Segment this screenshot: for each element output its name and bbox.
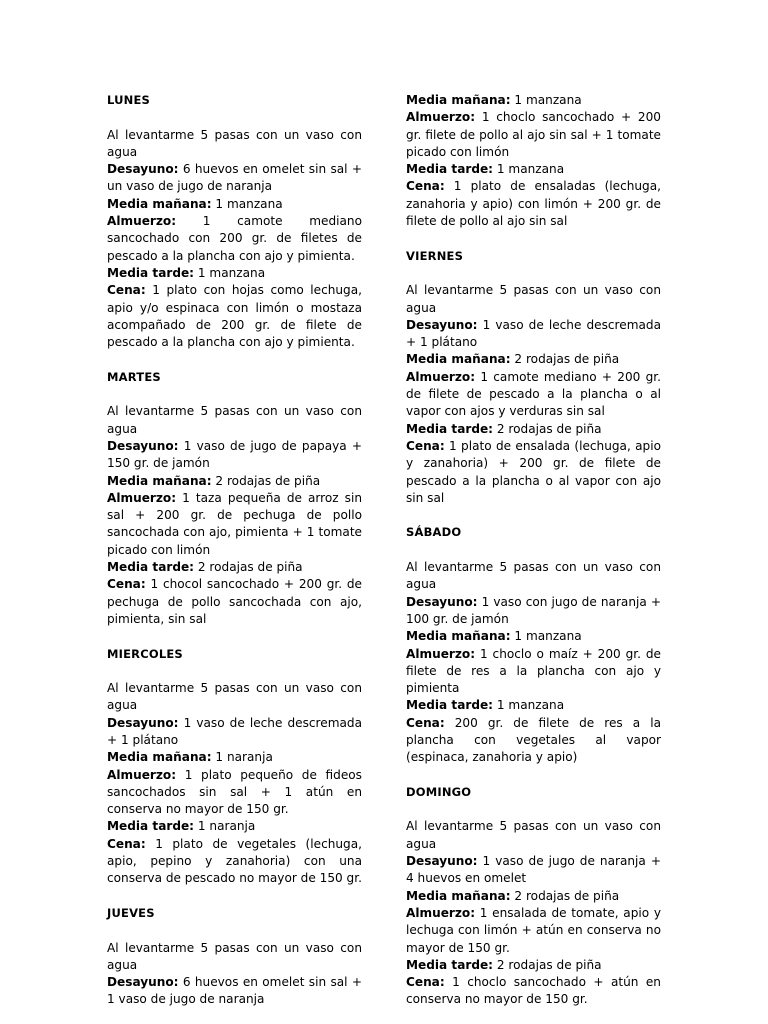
meal-entry [107,836,362,888]
meal-text: 1 ensalada de tomate, apio y lechuga con limón + atún en conserva no mayor de 150 gr. [406,905,661,955]
meal-entry [406,905,661,957]
day-title: SÁBADO [406,525,462,540]
meal-label: Media tarde: [107,265,195,280]
meal-entry [107,715,362,750]
meal-text: Al levantarme 5 pasas con un vaso con agua [107,940,362,972]
day-title: JUEVES [107,905,155,920]
left-column [107,92,362,1009]
meal-label: Almuerzo: [406,905,476,920]
meal-entry [406,369,661,421]
meal-text: 1 plato con hojas como lechuga, apio y/o espinaca con limón o mostaza acompañado de 200 gr. de filete de pescado a la plancha con ajo y pimienta. [107,283,362,350]
spacer [406,507,661,524]
meal-entry [107,473,362,490]
meal-label: Cena: [406,715,445,730]
meal-entry [406,888,661,905]
meal-entry [107,127,362,162]
meal-text: 1 naranja [197,819,256,834]
meal-label: Cena: [406,438,445,453]
meal-label: Almuerzo: [406,646,476,661]
meal-label: Desayuno: [107,975,179,990]
meal-entry [107,490,362,559]
meal-text: 6 huevos en omelet sin sal + 1 vaso de jugo de naranja [107,975,362,1007]
meal-label: Almuerzo: [107,767,177,782]
meal-text: 1 manzana [514,93,582,107]
day-continuation [406,92,661,230]
meal-entry [406,92,661,109]
meal-label: Media mañana: [406,352,511,367]
meal-entry [406,594,661,629]
meal-text: 1 manzana [197,265,266,280]
meal-text: 1 manzana [496,162,565,177]
meal-entry [107,576,362,628]
day-section [107,888,362,1009]
meal-text: 2 rodajas de piña [197,560,303,575]
meal-entry [406,351,661,368]
spacer [406,230,661,247]
meal-text: 1 plato de ensalada (lechuga, apio y zanahoria) + 200 gr. de filete de pescado a la plancha o al vapor con ajo sin sal [406,438,661,505]
spacer [107,628,362,645]
meal-text: 2 rodajas de piña [496,421,602,436]
meal-entry [107,196,362,213]
day-section [107,628,362,887]
meal-text: 1 manzana [215,196,283,211]
meal-text: Al levantarme 5 pasas con un vaso con agua [406,283,661,315]
meal-text: 1 plato de ensaladas (lechuga, zanahoria y apio) con limón + 200 gr. de filete de pollo al ajo sin sal [406,179,661,229]
meal-label: Media tarde: [406,957,494,972]
meal-entry [107,818,362,835]
meal-text: 6 huevos en omelet sin sal + un vaso de jugo de naranja [107,162,362,194]
meal-entry [107,161,362,196]
meal-text: 1 manzana [514,629,582,644]
meal-entry [107,974,362,1009]
day-title: VIERNES [406,248,464,263]
meal-entry [406,109,661,161]
meal-text: 1 camote mediano sancochado con 200 gr. de filetes de pescado a la plancha con ajo y pimienta. [107,214,362,263]
meal-entry [107,282,362,351]
day-section [107,351,362,628]
meal-label: Almuerzo: [406,110,476,125]
meal-label: Media mañana: [107,473,212,488]
meal-label: Media tarde: [107,819,195,834]
meal-entry [107,403,362,438]
meal-label: Media mañana: [406,93,511,107]
meal-label: Media mañana: [406,888,511,903]
meal-entry [107,749,362,766]
meal-text: Al levantarme 5 pasas con un vaso con agua [107,404,362,436]
meal-text: 1 camote mediano + 200 gr. de filete de pescado a la plancha o al vapor con ajos y verduras sin sal [406,369,661,419]
meal-entry [107,940,362,975]
meal-text: 1 manzana [496,698,565,713]
day-title: MIERCOLES [107,646,183,661]
meal-label: Media mañana: [406,629,511,644]
meal-text: 1 vaso de leche descremada + 1 plátano [107,715,362,747]
meal-text: 1 plato pequeño de fideos sancochados sin sal + 1 atún en conserva no mayor de 150 gr. [107,767,362,817]
meal-text: 2 rodajas de piña [496,957,602,972]
meal-label: Media mañana: [107,750,212,765]
meal-entry [406,438,661,507]
meal-entry [406,715,661,767]
meal-text: Al levantarme 5 pasas con un vaso con agua [107,127,362,159]
meal-entry [107,265,362,282]
day-section [406,230,661,507]
meal-entry [406,161,661,178]
meal-text: 2 rodajas de piña [215,473,321,488]
meal-label: Almuerzo: [107,214,177,229]
meal-entry [406,646,661,698]
meal-label: Cena: [406,975,445,990]
meal-text: 1 choclo o maíz + 200 gr. de filete de res a la plancha con ajo y pimienta [406,646,661,696]
day-section [107,92,362,351]
meal-label: Desayuno: [107,438,179,453]
meal-entry [406,317,661,352]
meal-entry [406,421,661,438]
meal-label: Cena: [107,836,146,851]
meal-label: Cena: [107,577,146,592]
meal-label: Desayuno: [107,162,179,177]
meal-text: Al levantarme 5 pasas con un vaso con agua [406,560,661,592]
meal-entry [107,559,362,576]
meal-label: Almuerzo: [107,490,177,505]
meal-entry [406,818,661,853]
meal-label: Media tarde: [406,698,494,713]
meal-entry [406,697,661,714]
meal-label: Media tarde: [406,421,494,436]
meal-text: 1 taza pequeña de arroz sin sal + 200 gr. de pechuga de pollo sancochada con ajo, pimienta + 1 tomate picado con limón [107,490,362,557]
meal-text: 1 vaso con jugo de naranja + 100 gr. de jamón [406,594,661,626]
day-title: DOMINGO [406,784,472,799]
right-column [406,92,661,1009]
spacer [107,351,362,368]
meal-text: 1 choclo sancochado + 200 gr. filete de pollo al ajo sin sal + 1 tomate picado con limón [406,110,661,159]
meal-label: Desayuno: [406,317,478,332]
meal-text: 1 plato de vegetales (lechuga, apio, pepino y zanahoria) con una conserva de pescado no mayor de 150 gr. [107,836,362,886]
meal-text: 1 naranja [215,750,273,765]
meal-label: Cena: [406,179,445,194]
meal-entry [406,178,661,230]
meal-text: 1 vaso de jugo de naranja + 4 huevos en omelet [406,854,661,886]
meal-label: Almuerzo: [406,369,476,384]
meal-text: 2 rodajas de piña [514,352,620,367]
meal-entry [107,438,362,473]
meal-entry [107,767,362,819]
meal-entry [406,957,661,974]
meal-text: Al levantarme 5 pasas con un vaso con agua [406,819,661,851]
meal-entry [406,628,661,645]
meal-label: Desayuno: [406,594,478,609]
day-title: LUNES [107,93,151,107]
meal-entry [107,680,362,715]
meal-label: Media tarde: [107,560,195,575]
meal-text: 2 rodajas de piña [514,888,620,903]
day-section [406,507,661,766]
meal-entry [107,213,362,265]
meal-text: 1 vaso de leche descremada + 1 plátano [406,317,661,350]
meal-text: 1 choclo sancochado + atún en conserva no mayor de 150 gr. [406,975,661,1007]
meal-entry [406,853,661,888]
meal-text: 1 vaso de jugo de papaya + 150 gr. de jamón [107,438,362,471]
meal-entry [406,974,661,1009]
meal-text: 200 gr. de filete de res a la plancha con vegetales al vapor (espinaca, zanahoria y apio) [406,715,661,765]
meal-entry [406,282,661,317]
meal-text: Al levantarme 5 pasas con un vaso con agua [107,681,362,713]
meal-label: Desayuno: [406,854,478,869]
day-section [406,767,661,1009]
day-title: MARTES [107,369,161,384]
meal-label: Media tarde: [406,162,494,177]
meal-label: Media mañana: [107,196,212,211]
meal-label: Desayuno: [107,715,179,730]
meal-label: Cena: [107,283,146,298]
meal-entry [406,559,661,594]
spacer [107,888,362,905]
spacer [406,767,661,784]
meal-text: 1 chocol sancochado + 200 gr. de pechuga de pollo sancochada con ajo, pimienta, sin sal [107,577,362,626]
